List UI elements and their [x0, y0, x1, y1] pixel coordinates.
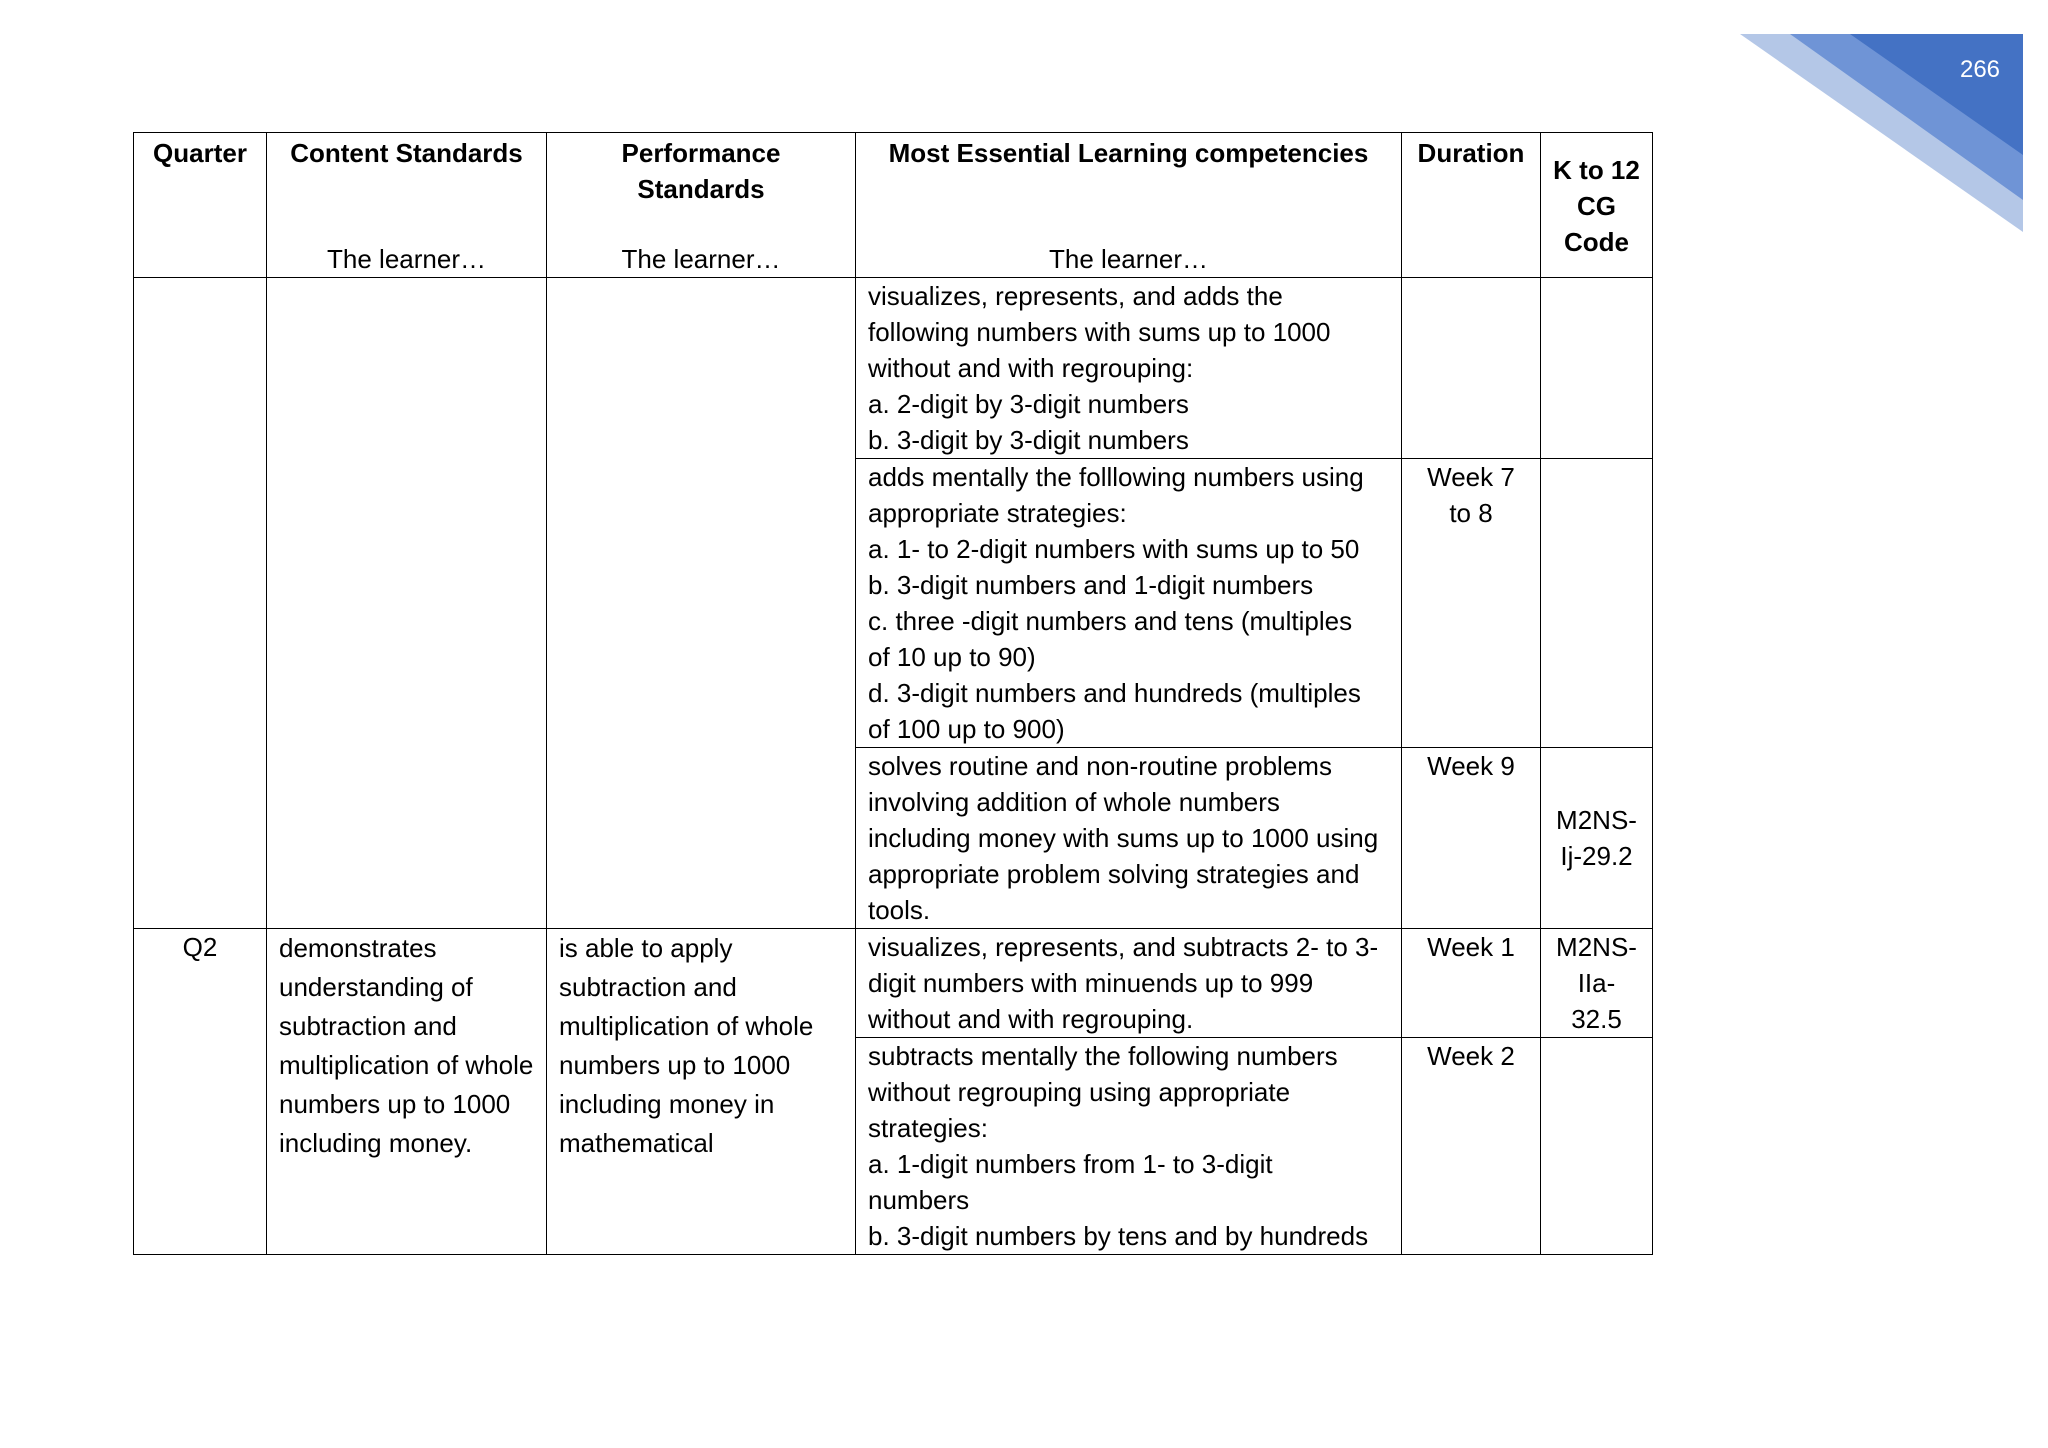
duration-cell: Week 9: [1402, 748, 1541, 929]
competency-line: b. 3-digit numbers and 1-digit numbers: [868, 570, 1314, 600]
competency-line: adds mentally the folllowing numbers using: [868, 462, 1364, 492]
header-performance-sub: The learner…: [621, 244, 781, 274]
competency-line: a. 1-digit numbers from 1- to 3-digit: [868, 1149, 1273, 1179]
header-performance-label: Performance Standards: [621, 138, 781, 204]
competency-line: c. three -digit numbers and tens (multiples: [868, 606, 1353, 636]
competency-line: appropriate strategies:: [868, 498, 1127, 528]
competency-cell: [856, 1038, 1402, 1255]
competency-line: b. 3-digit numbers by tens and by hundreds: [868, 1221, 1369, 1251]
curriculum-table: [133, 132, 1653, 1255]
competency-line: numbers: [868, 1185, 970, 1215]
header-duration-label: Duration: [1417, 138, 1525, 168]
competency-line: b. 3-digit by 3-digit numbers: [868, 425, 1189, 455]
competency-line: following numbers with sums up to 1000: [868, 317, 1331, 347]
competency-line: d. 3-digit numbers and hundreds (multiples: [868, 678, 1361, 708]
code-cell: [1541, 278, 1653, 459]
header-melc-sub: The learner…: [1049, 244, 1208, 274]
header-cg-code: [1541, 133, 1653, 278]
competency-line: of 100 up to 900): [868, 714, 1065, 744]
competency-cell: [856, 929, 1402, 1038]
page-number: 266: [1959, 56, 2001, 83]
competency-cell: [856, 748, 1402, 929]
header-quarter: [134, 133, 267, 278]
duration-cell: Week 7 to 8: [1402, 459, 1541, 748]
quarter-cell-q1: [134, 278, 267, 929]
performance-cell-q2: is able to apply subtraction and multiplication of whole numbers up to 1000 including money in mathematical: [547, 929, 856, 1255]
header-row: [134, 133, 1653, 278]
header-performance-standards: [547, 133, 856, 278]
performance-cell-q1: [547, 278, 856, 929]
competency-line: involving addition of whole numbers: [868, 787, 1280, 817]
header-content-label: Content Standards: [290, 138, 523, 168]
content-cell-q2: demonstrates understanding of subtraction and multiplication of whole numbers up to 1000 including money.: [267, 929, 547, 1255]
competency-line: digit numbers with minuends up to 999: [868, 968, 1314, 998]
competency-line: of 10 up to 90): [868, 642, 1036, 672]
header-code-label: K to 12 CG Code: [1553, 155, 1640, 257]
header-melc-label: Most Essential Learning competencies: [888, 138, 1369, 168]
competency-line: strategies:: [868, 1113, 988, 1143]
competency-line: without and with regrouping:: [868, 353, 1194, 383]
competency-line: without regrouping using appropriate: [868, 1077, 1291, 1107]
competency-line: visualizes, represents, and adds the: [868, 281, 1283, 311]
duration-cell: [1402, 278, 1541, 459]
table-row-q1-1: [134, 278, 1653, 459]
competency-line: subtracts mentally the following numbers: [868, 1041, 1338, 1071]
competency-line: without and with regrouping.: [868, 1004, 1194, 1034]
competency-line: a. 1- to 2-digit numbers with sums up to 50: [868, 534, 1360, 564]
competency-line: solves routine and non-routine problems: [868, 751, 1332, 781]
header-content-sub: The learner…: [327, 244, 486, 274]
competency-line: tools.: [868, 895, 931, 925]
competency-cell: [856, 278, 1402, 459]
content-cell-q1: [267, 278, 547, 929]
code-cell: [1541, 1038, 1653, 1255]
duration-cell: Week 2: [1402, 1038, 1541, 1255]
table-row-q2-1: [134, 929, 1653, 1038]
competency-line: visualizes, represents, and subtracts 2- to 3-: [868, 932, 1379, 962]
code-cell: M2NS-IIa-32.5: [1541, 929, 1653, 1038]
competency-line: appropriate problem solving strategies and: [868, 859, 1360, 889]
competency-line: a. 2-digit by 3-digit numbers: [868, 389, 1189, 419]
quarter-cell-q2: Q2: [134, 929, 267, 1255]
header-quarter-label: Quarter: [153, 138, 247, 168]
header-melc: [856, 133, 1402, 278]
competency-line: including money with sums up to 1000 using: [868, 823, 1379, 853]
code-cell: M2NS-Ij-29.2: [1541, 748, 1653, 929]
competency-cell: [856, 459, 1402, 748]
header-content-standards: [267, 133, 547, 278]
header-duration: [1402, 133, 1541, 278]
code-cell: [1541, 459, 1653, 748]
duration-cell: Week 1: [1402, 929, 1541, 1038]
